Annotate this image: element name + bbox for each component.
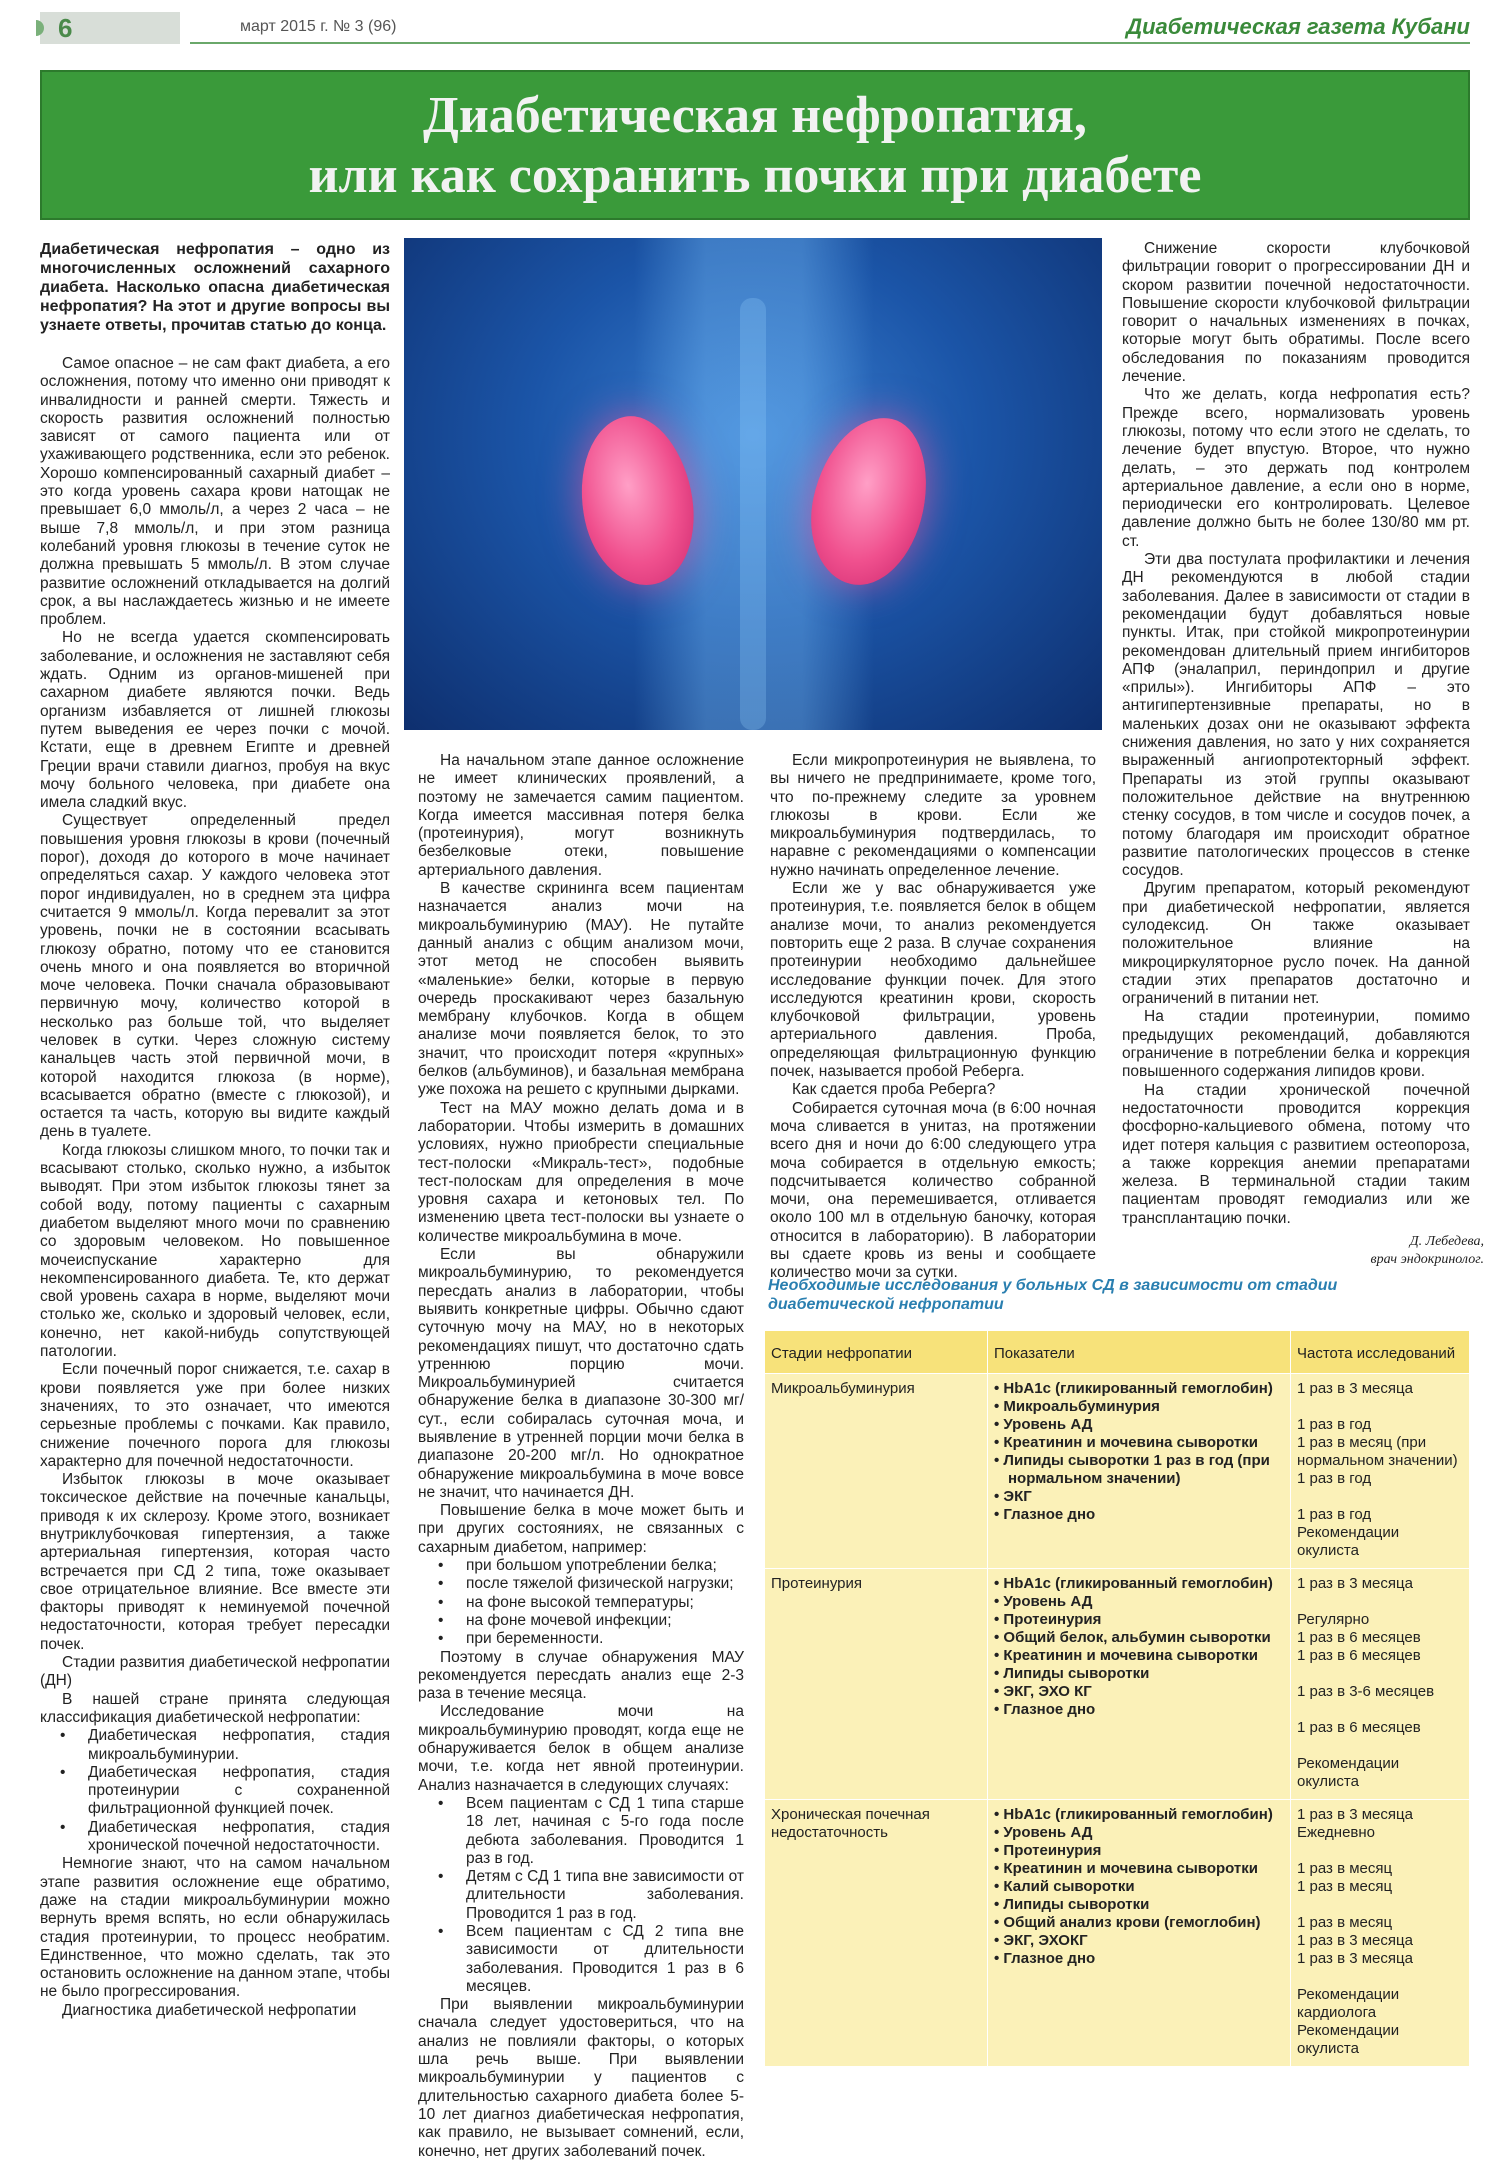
indicator-item: • Креатинин и мочевина сыворотки [994, 1647, 1259, 1664]
paragraph: Когда глюкозы слишком много, то почки так и всасывают столько, сколько нужно, а избыток выводят. При этом избыток глюкозы тянет за собой воду, потому пациенты с сахарным диабетом выделяют много мочи по сравнению со здоровым человеком. Но повышенное мочеиспускание характерно для некомпенсированного диабета. Те, кто держат свой уровень сахара в норме, выделяют мочи столько же, сколько и здоровый человек, если, конечно, нет какой-нибудь сопутствующей патологии. [40, 1141, 390, 1361]
paragraph: Эти два постулата профилактики и лечения ДН рекомендуются в любой стадии заболевания. Далее в зависимости от стадии в рекомендации будут добавляться новые пункты. Итак, при стойкой микропротеинурии рекомендован длительный прием ингибиторов АПФ (эналаприл, периндоприл и другие «прилы»). Ингибиторы АПФ – это антигипертензивные препараты, но в маленьких дозах они не оказывают эффекта снижения давления, но зато у них сохраняется выраженный ангиопротекторный эффект. Препараты из этой группы оказывают положительное действие на внутреннюю стенку сосудов, в том числе и сосудов почек, а потому благодаря им происходит обратное развитие патологических процессов в стенке сосудов. [1122, 551, 1470, 880]
column-4 [1122, 240, 1470, 1228]
spacer [1297, 1665, 1463, 1683]
stage-cell: Протеинурия [765, 1569, 988, 1800]
paragraph: Тест на МАУ можно делать дома и в лаборатории. Чтобы измерить в домашних условиях, нужно приобрести специальные тест-полоски «Микраль-тест», подобные тест-полоскам для определения в моче уровня сахара и кетоновых тел. По изменению цвета тест-полоски вы узнаете о количестве микроальбумина в моче. [418, 1099, 744, 1245]
paragraph: Собирается суточная моча (в 6:00 ночная моча сливается в унитаз, на протяжении всего дня и ночи до 6:00 следующего утра моча собирается в отдельную емкость; подсчитывается количество собранной мочи, она перемешивается, отливается около 100 мл в отдельную баночку, которая относится в лабораторию). В лаборатории вы сдаете кровь из вены и сообщаете количество мочи за сутки. [770, 1099, 1096, 1282]
list-item: • Всем пациентам с СД 1 типа старше 18 лет, начиная с 5-го года после дебюта заболевания. Проводится 1 раз в год. [418, 1795, 744, 1868]
frequency-item: Рекомендации окулиста [1297, 1755, 1400, 1790]
paragraph: При выявлении микроальбуминурии сначала следует удостовериться, что на анализ не повлияли факторы, о которых шла речь выше. При выявлении микроальбуминурии у пациентов с длительностью сахарного диабета более 5-10 лет диагноз диабетическая нефропатия, как правило, не вызывает сомнений, если, конечно, нет других заболеваний почек. [418, 1996, 744, 2160]
indicator-item: • Креатинин и мочевина сыворотки [994, 1434, 1259, 1451]
spacer [1297, 1398, 1463, 1416]
frequency-item: 1 раз в месяц [1297, 1860, 1393, 1877]
paragraph: Немногие знают, что на самом начальном этапе развития осложнение еще обратимо, даже на стадии микроальбуминурии можно вернуть время вспять, но если обнаружилась стадия протеинурии, то процесс необратим. Единственное, что можно сделать, так это остановить осложнение на данном этапе, чтобы не было прогрессирования. [40, 1855, 390, 2001]
indicator-item: • Общий белок, альбумин сыворотки [994, 1629, 1271, 1646]
frequency-item: 1 раз в 3 месяца [1297, 1950, 1413, 1967]
frequency-cell [1291, 1569, 1470, 1800]
frequency-item: Рекомендации окулиста [1297, 2022, 1400, 2057]
page-marker-icon [36, 20, 44, 36]
indicator-item: • Глазное дно [994, 1701, 1096, 1718]
table-title: Необходимые исследования у больных СД в зависимости от стадии диабетической нефропатии [768, 1277, 1338, 1313]
indicators-cell [988, 1374, 1291, 1569]
indicator-item: • Общий анализ крови (гемоглобин) [994, 1914, 1261, 1931]
paragraph: Существует определенный предел повышения уровня глюкозы в крови (почечный порог), доходя до которого в моче начинает определяться сахар. У каждого человека этот порог индивидуален, но в среднем эта цифра считается 9 ммоль/л. Когда перевалит за этот уровень, почки не в состоянии всасывать глюкозу обратно, потому что ее становится очень много и она появляется во вторичной моче человека. Почки сначала образовывают первичную мочу, количество которой в несколько раз больше той, что выделяет человек в сутки. Через сложную систему канальцев часть этой первичной мочи, в которой находится глюкоза (в норме), всасывается обратно (вместе с глюкозой), и остается та часть, которую вы видите каждый день в туалете. [40, 812, 390, 1141]
page-header [40, 12, 1470, 50]
paragraph: Что же делать, когда нефропатия есть? Прежде всего, нормализовать уровень глюкозы, потому что если этого не сделать, то лечение будет впустую. Второе, что нужно делать, – это держать под контролем артериальное давление, а если оно в норме, периодически его контролировать. Целевое давление должно быть не более 130/80 мм рт. ст. [1122, 386, 1470, 550]
column-header: Показатели [988, 1331, 1291, 1374]
spacer [1297, 1737, 1463, 1755]
newspaper-name: Диабетическая газета Кубани [1126, 14, 1470, 39]
table-row [765, 1374, 1470, 1569]
indicator-item: • Креатинин и мочевина сыворотки [994, 1860, 1259, 1877]
list-item: • Всем пациентам с СД 2 типа вне зависимости от длительности заболевания. Проводится 1 раз в 6 месяцев. [418, 1923, 744, 1996]
spacer [1297, 1488, 1463, 1506]
frequency-item: Ежедневно [1297, 1824, 1376, 1841]
frequency-item: 1 раз в 6 месяцев [1297, 1629, 1421, 1646]
spine-shape [740, 298, 766, 730]
paragraph: В качестве скрининга всем пациентам назначается анализ мочи на микроальбуминурию (МАУ). Не путайте данный анализ с общим анализом мочи, этот метод не способен выявить «маленькие» белки, которые в первую очередь проскакивают через базальную мембрану клубочков. Когда в общем анализе мочи появляется белок, то это значит, что происходит потеря «крупных» белков (альбуминов), и базальная мембрана уже похожа на решето с крупными дырками. [418, 880, 744, 1099]
spacer [1297, 1968, 1463, 1986]
indicator-item: • НbА1с (гликированный гемоглобин) [994, 1806, 1273, 1823]
indicator-item: • Протеинурия [994, 1611, 1102, 1628]
list-item: • на фоне высокой температуры; [418, 1594, 744, 1612]
frequency-item: 1 раз в год [1297, 1470, 1372, 1487]
author-role: врач эндокринолог. [1370, 1252, 1484, 1267]
indicator-item: • Липиды сыворотки [994, 1896, 1150, 1913]
list-item: • при беременности. [418, 1630, 744, 1648]
indicator-item: • Уровень АД [994, 1593, 1093, 1610]
paragraph: Повышение белка в моче может быть и при других состояниях, не связанных с сахарным диабетом, например: [418, 1502, 744, 1556]
indicator-item: • НbА1с (гликированный гемоглобин) [994, 1380, 1273, 1397]
column-header: Частота исследований [1291, 1331, 1470, 1374]
frequency-item: 1 раз в 3 месяца [1297, 1380, 1413, 1397]
paragraph: Но не всегда удается скомпенсировать заболевание, и осложнения не заставляют себя ждать. Одним из органов-мишеней при сахарном диабете являются почки. Ведь организм избавляется от лишней глюкозы путем выведения ее через почки с мочой. Кстати, еще в древнем Египте и древней Греции врачи ставили диагноз, пробуя на вкус мочу больного человека, при диабете она имела сладкий вкус. [40, 629, 390, 812]
indicator-item: • Глазное дно [994, 1506, 1096, 1523]
frequency-item: Регулярно [1297, 1611, 1370, 1628]
paragraph: На начальном этапе данное осложнение не имеет клинических проявлений, а поэтому не замечается самим пациентом. Когда имеется массивная потеря белка (протеинурия), могут возникнуть безбелковые отеки, повышение артериального давления. [418, 752, 744, 879]
list-item: • после тяжелой физической нагрузки; [418, 1575, 744, 1593]
indicators-cell [988, 1569, 1291, 1800]
paragraph: Самое опасное – не сам факт диабета, а его осложнения, потому что именно они приводят к инвалидности и ранней смерти. Тяжесть и скорость развития осложнений полностью зависят от самого пациента или от ухаживающего родственника, если это ребенок. Хорошо компенсированный сахарный диабет – это когда уровень сахара крови натощак не превышает 6,0 ммоль/л, а через 2 часа – не выше 7,8 ммоль/л, и при этом разница колебаний уровня глюкозы в течение суток не должна превышать 5 ммоль/л. В этом случае развитие осложнений откладывается на долгий срок, а вы наслаждаетесь жизнью и не имеете проблем. [40, 355, 390, 629]
paragraph: Избыток глюкозы в моче оказывает токсическое действие на почечные канальцы, приводя к их склерозу. Кроме этого, возникает внутриклубочковая гипертензия, а также артериальная гипертензия, которая часто встречается при СД 2 типа, тоже оказывает свое отрицательное влияние. Все вместе эти факторы приводят к неминуемой почечной недостаточности, которая требует пересадки почек. [40, 1471, 390, 1653]
column-3 [770, 752, 1096, 1283]
indicator-item: • Глазное дно [994, 1950, 1096, 1967]
paragraph: Другим препаратом, который рекомендуют при диабетической нефропатии, является сулодексид. Он также оказывает положительное влияние на микроциркуляторное русло почек. На данной стадии этих препаратов достаточно и ограничений в питании нет. [1122, 880, 1470, 1008]
frequency-item: 1 раз в год [1297, 1416, 1372, 1433]
paragraph: На стадии хронической почечной недостаточности проводится коррекция фосфорно-кальциевого обмена, потому что идет потеря кальция с развитием остеопороза, а также коррекция анемии препаратами железа. В терминальной стадии таким пациентам проводят гемодиализ или же трансплантацию почки. [1122, 1081, 1470, 1227]
table-row [765, 1569, 1470, 1800]
paragraph: Если микропротеинурия не выявлена, то вы ничего не предпринимаете, кроме того, что по-прежнему следите за уровнем глюкозы в крови. Если же микроальбуминурия подтвердилась, то наравне с рекомендациями о компенсации нужно начинать определенное лечение. [770, 752, 1096, 879]
table-row [765, 1800, 1470, 2067]
issue-info: март 2015 г. № 3 (96) [240, 18, 397, 35]
list-item: • при большом употреблении белка; [418, 1557, 744, 1575]
subheading: Диагностика диабетической нефропатии [62, 2001, 357, 2019]
indicator-item: • ЭКГ, ЭХО КГ [994, 1683, 1092, 1700]
column-2 [418, 752, 744, 2161]
list-item: • Детям с СД 1 типа вне зависимости от длительности заболевания. Проводится 1 раз в год. [418, 1868, 744, 1923]
list-item: • Диабетическая нефропатия, стадия протеинурии с сохраненной фильтрационной функцией почек. [40, 1764, 390, 1819]
stage-cell: Микроальбуминурия [765, 1374, 988, 1569]
frequency-item: 1 раз в 3 месяца [1297, 1932, 1413, 1949]
indicator-item: • НbА1с (гликированный гемоглобин) [994, 1575, 1273, 1592]
spacer [1297, 1593, 1463, 1611]
table-header-row [765, 1331, 1470, 1374]
frequency-item: 1 раз в год [1297, 1506, 1372, 1523]
frequency-cell [1291, 1374, 1470, 1569]
column-header: Стадии нефропатии [765, 1331, 988, 1374]
frequency-item: 1 раз в месяц [1297, 1914, 1393, 1931]
paragraph: Если почечный порог снижается, т.е. сахар в крови появляется уже при более низких значениях, то это означает, что имеются серьезные проблемы с почками. Как правило, снижение почечного порога для глюкозы характерно для почечной недостаточности. [40, 1361, 390, 1470]
indicator-item: • Липиды сыворотки [994, 1665, 1150, 1682]
list-item: • на фоне мочевой инфекции; [418, 1612, 744, 1630]
indicator-item: • ЭКГ, ЭХОКГ [994, 1932, 1088, 1949]
indicator-item: • Уровень АД [994, 1416, 1093, 1433]
column-1 [40, 240, 390, 2020]
indicators-cell [988, 1800, 1291, 2067]
article-title: Диабетическая нефропатия, или как сохранить почки при диабете [40, 70, 1470, 220]
paragraph: Поэтому в случае обнаружения МАУ рекомендуется пересдать анализ еще 2-3 раза в течение месяца. [418, 1648, 744, 1703]
paragraph: Снижение скорости клубочковой фильтрации говорит о прогрессировании ДН и скором развитии почечной недостаточности. Повышение скорости клубочковой фильтрации говорит о начальных изменениях в почках, которые могут быть обратимы. После всего обследования по показаниям проводится лечение. [1122, 240, 1470, 386]
indicator-item: • Протеинурия [994, 1842, 1102, 1859]
paragraph: Если же у вас обнаруживается уже протеинурия, т.е. появляется белок в общем анализе мочи, то анализ рекомендуется повторить еще 2 раза. В случае сохранения протеинурии необходимо дальнейшее исследование функции почек. Для этого исследуются креатинин крови, скорость клубочковой фильтрации, уровень артериального давления. Проба, определяющая фильтрационную функцию почек, называется пробой Реберга. [770, 880, 1096, 1081]
indicator-item: • Микроальбуминурия [994, 1398, 1160, 1415]
kidneys-illustration [404, 238, 1102, 730]
paragraph: На стадии протеинурии, помимо предыдущих рекомендаций, добавляются ограничение в потреблении белка и коррекция повышенного содержания липидов крови. [1122, 1008, 1470, 1081]
frequency-item: Рекомендации окулиста [1297, 1524, 1400, 1559]
frequency-item: 1 раз в 6 месяцев [1297, 1719, 1421, 1736]
frequency-item: 1 раз в 3-6 месяцев [1297, 1683, 1435, 1700]
frequency-item: 1 раз в 6 месяцев [1297, 1647, 1421, 1664]
author-name: Д. Лебедева, [1409, 1234, 1484, 1249]
indicator-item: • Калий сыворотки [994, 1878, 1135, 1895]
table-body [765, 1374, 1470, 2067]
frequency-item: 1 раз в 3 месяца [1297, 1806, 1413, 1823]
stage-cell: Хроническая почечная недостаточность [765, 1800, 988, 2067]
paragraph: Если вы обнаружили микроальбуминурию, то рекомендуется пересдать анализ в лаборатории, чтобы выявить конкретные цифры. Обычно сдают суточную мочу на МАУ, но в некоторых рекомендациях пишут, что достаточно сдать утреннюю порцию мочи. Микроальбуминурией считается обнаружение белка в диапазоне 30-300 мг/сут., если собиралась суточная моча, и выявление в утренней порции мочи белка в диапазоне 20-200 мг/л. Но однократное обнаружение микроальбумина в моче вовсе не значит, что начинается ДН. [418, 1246, 744, 1501]
paragraph: Исследование мочи на микроальбуминурию проводят, когда еще не обнаруживается белок в общем анализе мочи, т.е. когда нет явной протеинурии. Анализ назначается в следующих случаях: [418, 1703, 744, 1794]
subheading: Как сдается проба Реберга? [792, 1081, 996, 1099]
list-item: • Диабетическая нефропатия, стадия хронической почечной недостаточности. [40, 1819, 390, 1856]
spacer [1297, 1842, 1463, 1860]
frequency-item: Рекомендации кардиолога [1297, 1986, 1400, 2021]
indicator-item: • Уровень АД [994, 1824, 1093, 1841]
header-rule [190, 42, 1470, 44]
article-lead: Диабетическая нефропатия – одно из многочисленных осложнений сахарного диабета. Насколько опасна диабетическая нефропатия? На этот и другие вопросы вы узнаете ответы, прочитав статью до конца. [40, 241, 390, 334]
frequency-item: 1 раз в 3 месяца [1297, 1575, 1413, 1592]
spacer [1297, 1896, 1463, 1914]
spacer [1297, 1701, 1463, 1719]
indicator-item: • ЭКГ [994, 1488, 1032, 1505]
research-table [764, 1330, 1470, 2067]
paragraph: В нашей стране принята следующая классификация диабетической нефропатии: [40, 1690, 390, 1726]
frequency-item: 1 раз в месяц (при нормальном значении) [1297, 1434, 1458, 1469]
list-item: • Диабетическая нефропатия, стадия микроальбуминурии. [40, 1727, 390, 1764]
author-signature [1371, 1233, 1484, 1269]
subheading: Стадии развития диабетической нефропатии (ДН) [40, 1654, 390, 1690]
page-number: 6 [40, 12, 180, 44]
frequency-cell [1291, 1800, 1470, 2067]
indicator-item: • Липиды сыворотки 1 раз в год (при нормальном значении) [994, 1452, 1270, 1487]
frequency-item: 1 раз в месяц [1297, 1878, 1393, 1895]
